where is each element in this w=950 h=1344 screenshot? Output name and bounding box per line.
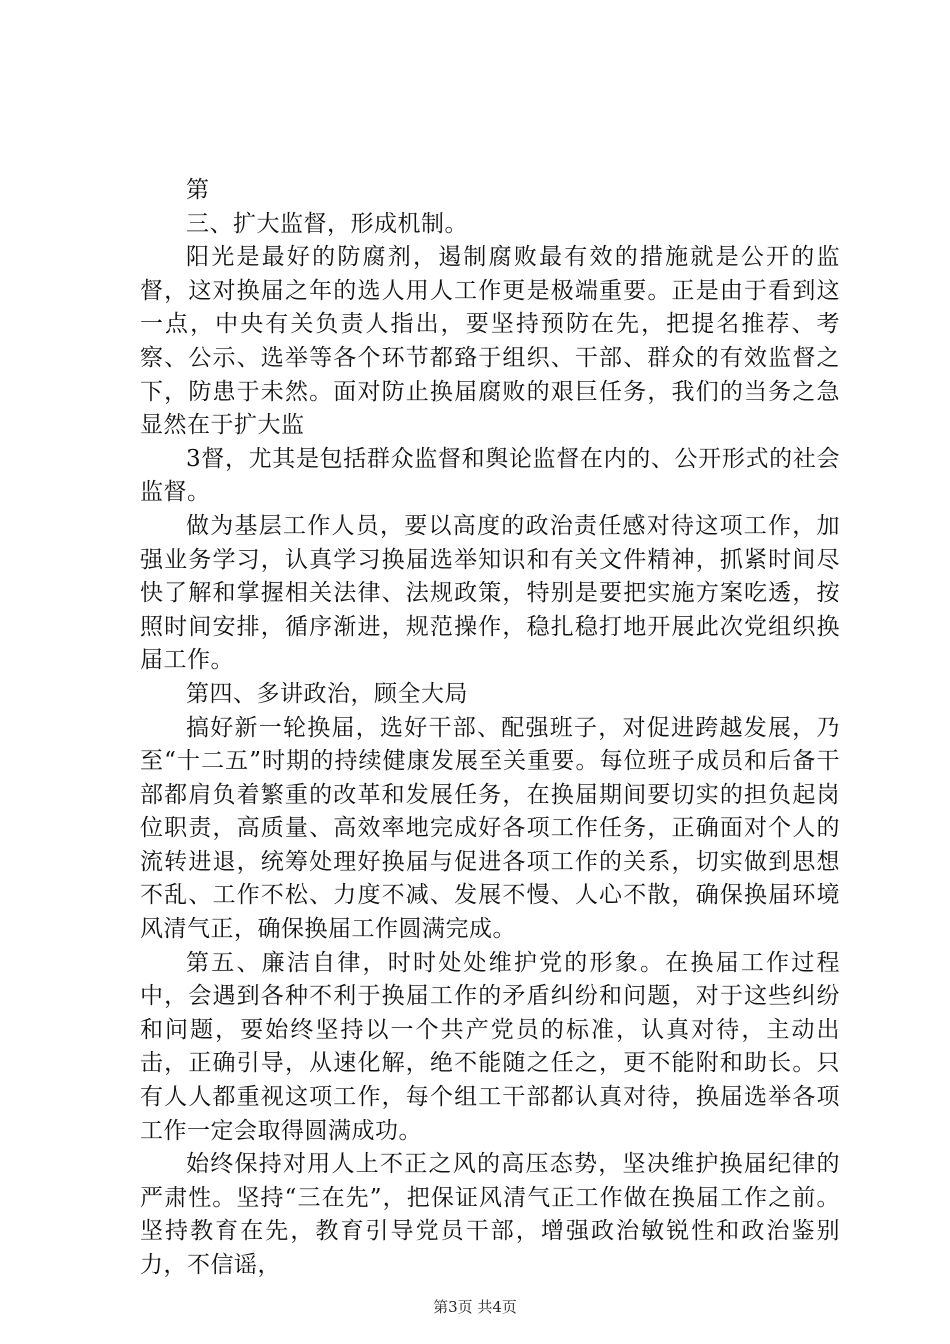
paragraph: 做为基层工作人员，要以高度的政治责任感对待这项工作，加强业务学习，认真学习换届选举知识和有关文件精神，抓紧时间尽快了解和掌握相关法律、法规政策，特别是要把实施方案吃透，按照时间安排，循序渐进，规范操作，稳扎稳打地开展此次党组织换届工作。 xyxy=(140,512,840,674)
paragraph: 3督，尤其是包括群众监督和舆论监督在内的、公开形式的社会监督。 xyxy=(140,445,840,506)
paragraph: 第五、廉洁自律，时时处处维护党的形象。在换届工作过程中，会遇到各种不利于换届工作的矛盾纠纷和问题，对于这些纠纷和问题，要始终坚持以一个共产党员的标准，认真对待，主动出击，正确引导，从速化解，绝不能随之任之，更不能附和助长。只有人人都重视这项工作，每个组工干部都认真对待，换届选举各项工作一定会取得圆满成功。 xyxy=(140,949,840,1144)
document-body xyxy=(140,174,840,1283)
paragraph-fragment: 第 xyxy=(186,177,210,203)
page-number-footer: 第3页 共4页 xyxy=(433,1298,517,1316)
section-heading-3: 三、扩大监督，形成机制。 xyxy=(186,210,468,237)
paragraph: 始终保持对用人上不正之风的高压态势，坚决维护换届纪律的严肃性。坚持“三在先”，把保证风清气正工作做在换届工作之前。坚持教育在先，教育引导党员干部，增强政治敏锐性和政治鉴别力，不信谣， xyxy=(140,1151,840,1278)
paragraph: 阳光是最好的防腐剂，遏制腐败最有效的措施就是公开的监督，这对换届之年的选人用人工作更是极端重要。正是由于看到这一点，中央有关负责人指出，要坚持预防在先，把提名推荐、考察、公示、选举等各个环节都臵于组织、干部、群众的有效监督之下，防患于未然。面对防止换届腐败的艰巨任务，我们的当务之急显然在于扩大监 xyxy=(140,244,840,439)
section-heading-4: 第四、多讲政治，顾全大局 xyxy=(186,680,468,707)
paragraph: 搞好新一轮换届，选好干部、配强班子，对促进跨越发展，乃至“十二五”时期的持续健康发展至关重要。每位班子成员和后备干部都肩负着繁重的改革和发展任务，在换届期间要切实的担负起岗位职责，高质量、高效率地完成好各项工作任务，正确面对个人的流转进退，统筹处理好换届与促进各项工作的关系，切实做到思想不乱、工作不松、力度不减、发展不慢、人心不散，确保换届环境风清气正，确保换届工作圆满完成。 xyxy=(140,714,840,943)
